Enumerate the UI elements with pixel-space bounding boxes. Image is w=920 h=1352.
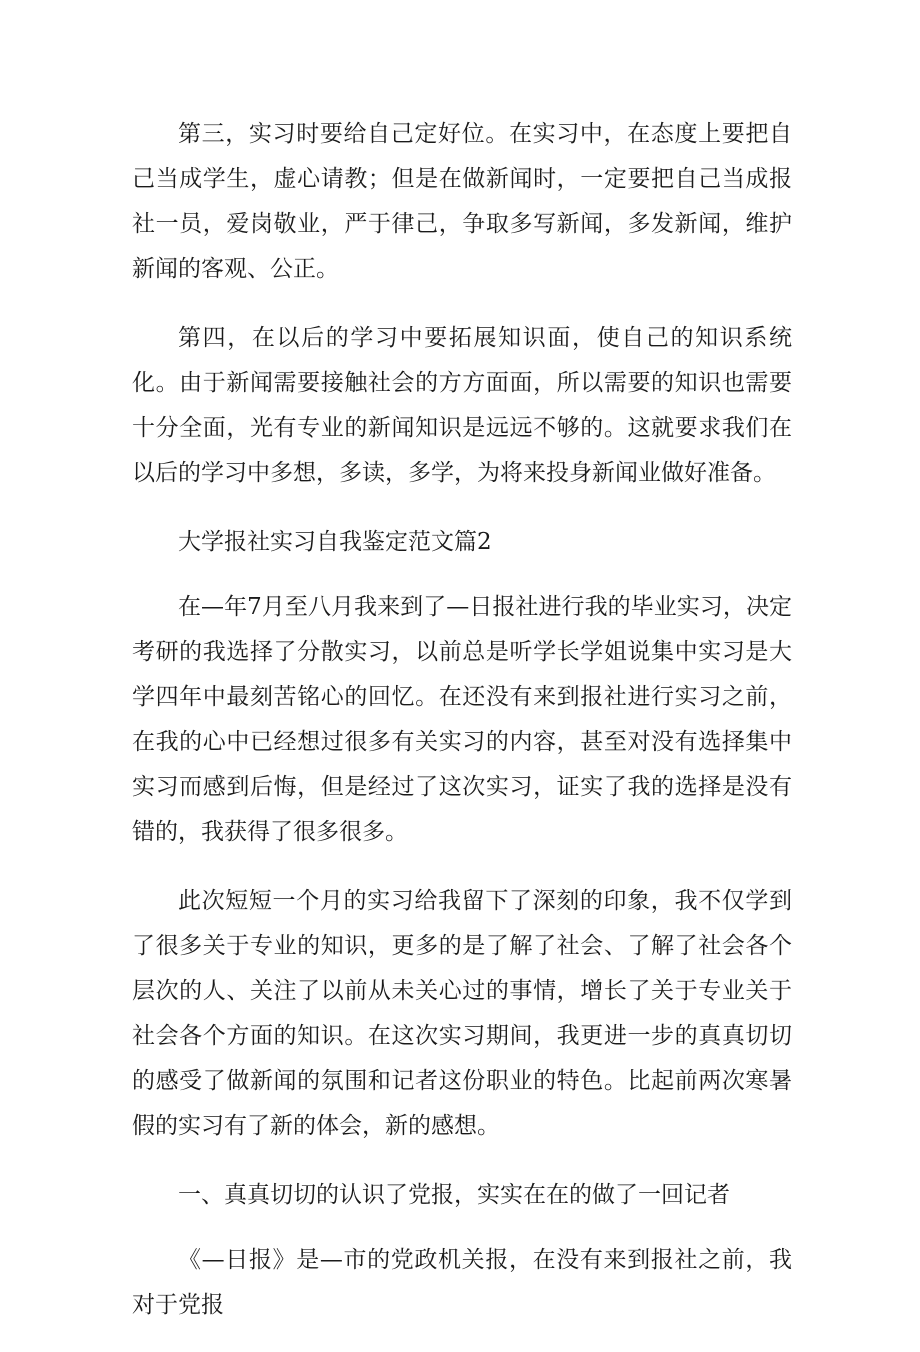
subsection-heading: 一、真真切切的认识了党报，实实在在的做了一回记者 (178, 1182, 730, 1208)
paragraph-internship-impression: 此次短短一个月的实习给我留下了深刻的印象，我不仅学到了很多关于专业的知识，更多的是了解了社会、了解了社会各个层次的人、关注了以前从未关心过的事情，增长了关于专业关于社会各个方面的知识。在这次实习期间，我更进一步的真真切切的感受了做新闻的氛围和记者这份职业的特色。比起前两次寒暑假的实习有了新的体会，新的感想。 (132, 888, 792, 1139)
paragraph-party-newspaper: 《—日报》是—市的党政机关报，在没有来到报社之前，我对于党报 (132, 1247, 792, 1318)
section-heading: 大学报社实习自我鉴定范文篇2 (178, 529, 492, 555)
paragraph-internship-intro: 在—年7月至八月我来到了—日报社进行我的毕业实习，决定考研的我选择了分散实习，以前总是听学长学姐说集中实习是大学四年中最刻苦铭心的回忆。在还没有来到报社进行实习之前，在我的心中已经想过很多有关实习的内容，甚至对没有选择集中实习而感到后悔，但是经过了这次实习，证实了我的选择是没有错的，我获得了很多很多。 (132, 594, 792, 845)
paragraph-third-point: 第三，实习时要给自己定好位。在实习中，在态度上要把自己当成学生，虚心请教；但是在做新闻时，一定要把自己当成报社一员，爱岗敬业，严于律己，争取多写新闻，多发新闻，维护新闻的客观、公正。 (132, 121, 792, 282)
document-body (132, 112, 792, 1352)
paragraph-fourth-point: 第四，在以后的学习中要拓展知识面，使自己的知识系统化。由于新闻需要接触社会的方方面面，所以需要的知识也需要十分全面，光有专业的新闻知识是远远不够的。这就要求我们在以后的学习中多想，多读，多学，为将来投身新闻业做好准备。 (132, 325, 792, 486)
